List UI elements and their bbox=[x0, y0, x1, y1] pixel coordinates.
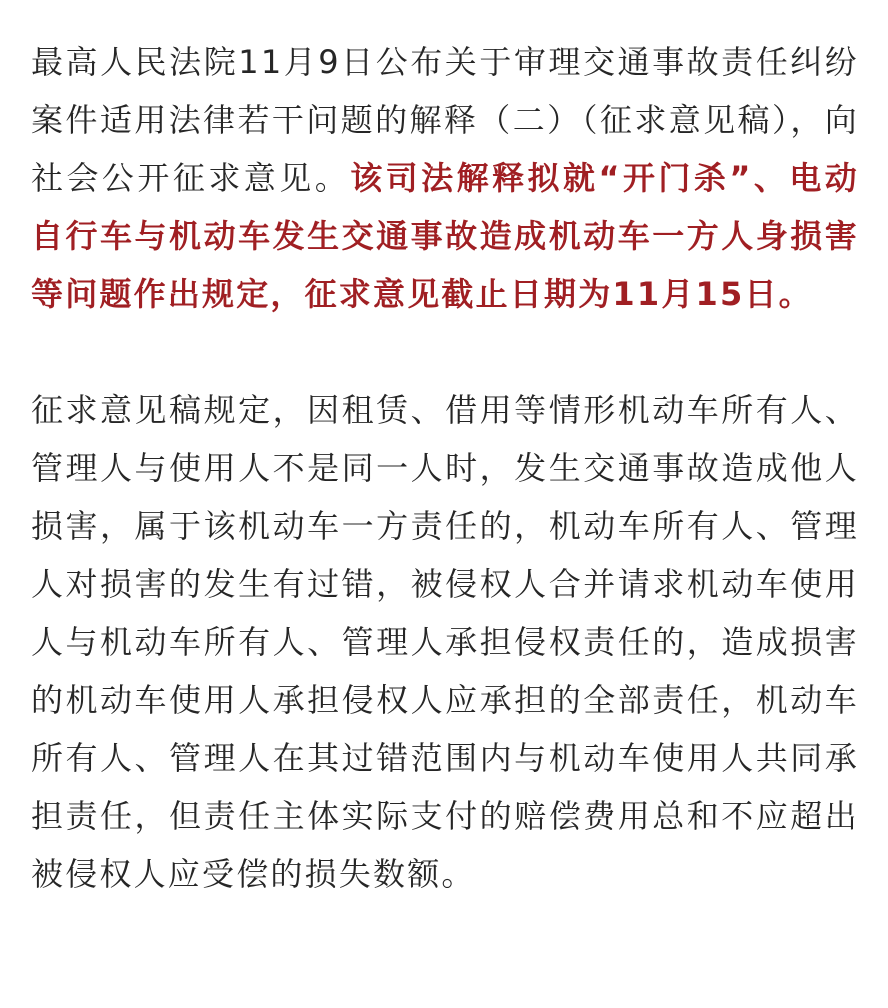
paragraph-announcement bbox=[31, 33, 859, 323]
paragraph-draft-provisions bbox=[31, 381, 859, 903]
draft-provisions-text: 征求意见稿规定，因租赁、借用等情形机动车所有人、管理人与使用人不是同一人时，发生交通事故造成他人损害，属于该机动车一方责任的，机动车所有人、管理人对损害的发生有过错，被侵权人合并请求机动车使用人与机动车所有人、管理人承担侵权责任的，造成损害的机动车使用人承担侵权人应承担的全部责任，机动车所有人、管理人在其过错范围内与机动车使用人共同承担责任，但责任主体实际支付的赔偿费用总和不应超出被侵权人应受偿的损失数额。 bbox=[31, 391, 859, 893]
announcement-highlight-text: 该司法解释拟就“开门杀”、电动自行车与机动车发生交通事故造成机动车一方人身损害等问题作出规定，征求意见截止日期为11月15日。 bbox=[31, 159, 859, 313]
announcement-intro-text: 最高人民法院11月9日公布关于审理交通事故责任纠纷案件适用法律若干问题的解释（二）（征求意见稿），向社会公开征求意见。 bbox=[31, 43, 859, 197]
article-body bbox=[31, 33, 859, 903]
